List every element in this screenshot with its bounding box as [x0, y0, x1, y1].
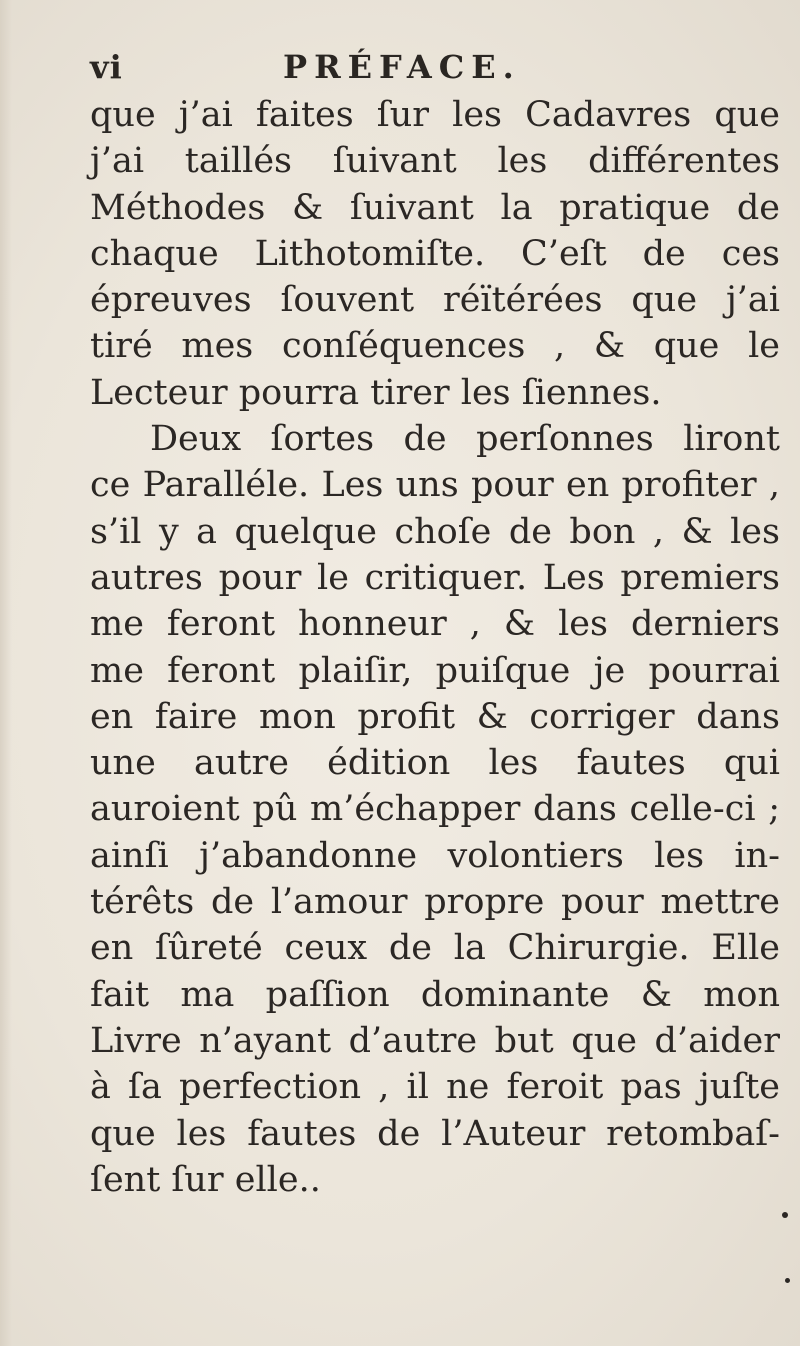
text-line: autres pour le critiquer. Les premiers — [90, 557, 780, 598]
text-line: s’il y a quelque choſe de bon , & les — [90, 511, 780, 552]
text-line: en faire mon profit & corriger dans — [90, 696, 780, 737]
text-line: en ſûreté ceux de la Chirurgie. Elle — [90, 928, 780, 969]
text-line: épreuves ſouvent réïtérées que j’ai — [90, 280, 780, 321]
page-edge-shadow — [0, 0, 12, 1346]
running-head: PRÉFACE. — [283, 48, 521, 86]
text-line: Lecteur pourra tirer les ſiennes. — [90, 372, 662, 413]
text-line: fait ma paſſion dominante & mon — [90, 974, 780, 1015]
text-line: tiré mes conſéquences , & que le — [90, 326, 780, 367]
body-text — [90, 92, 780, 1203]
ink-speck — [785, 1278, 790, 1283]
text-line: Livre n’ayant d’autre but que d’aider — [90, 1020, 780, 1061]
text-line: une autre édition les fautes qui — [90, 743, 780, 784]
text-line: me feront plaiſir, puiſque je pourrai — [90, 650, 780, 691]
page-number: vi — [90, 48, 123, 86]
text-line: à ſa perfection , il ne feroit pas juſte — [90, 1067, 780, 1108]
page-header — [90, 48, 770, 94]
text-line: Méthodes & ſuivant la pratique de — [90, 187, 780, 228]
text-line: ainſi j’abandonne volontiers les in- — [90, 835, 780, 876]
text-line: ce Paralléle. Les uns pour en profiter , — [90, 465, 780, 506]
text-line: j’ai taillés ſuivant les différentes — [90, 141, 780, 182]
ink-speck — [782, 1212, 788, 1218]
text-line: chaque Lithotomiſte. C’eſt de ces — [90, 233, 780, 274]
text-line: ſent ſur elle.. — [90, 1159, 321, 1200]
text-line: térêts de l’amour propre pour mettre — [90, 882, 780, 923]
text-line: Deux ſortes de perſonnes liront — [150, 419, 780, 460]
text-line: que j’ai faites ſur les Cadavres que — [90, 95, 780, 135]
text-line: auroient pû m’échapper dans celle-ci ; — [90, 789, 780, 830]
text-line: que les fautes de l’Auteur retombaſ- — [90, 1113, 780, 1154]
text-line: me feront honneur , & les derniers — [90, 604, 780, 645]
